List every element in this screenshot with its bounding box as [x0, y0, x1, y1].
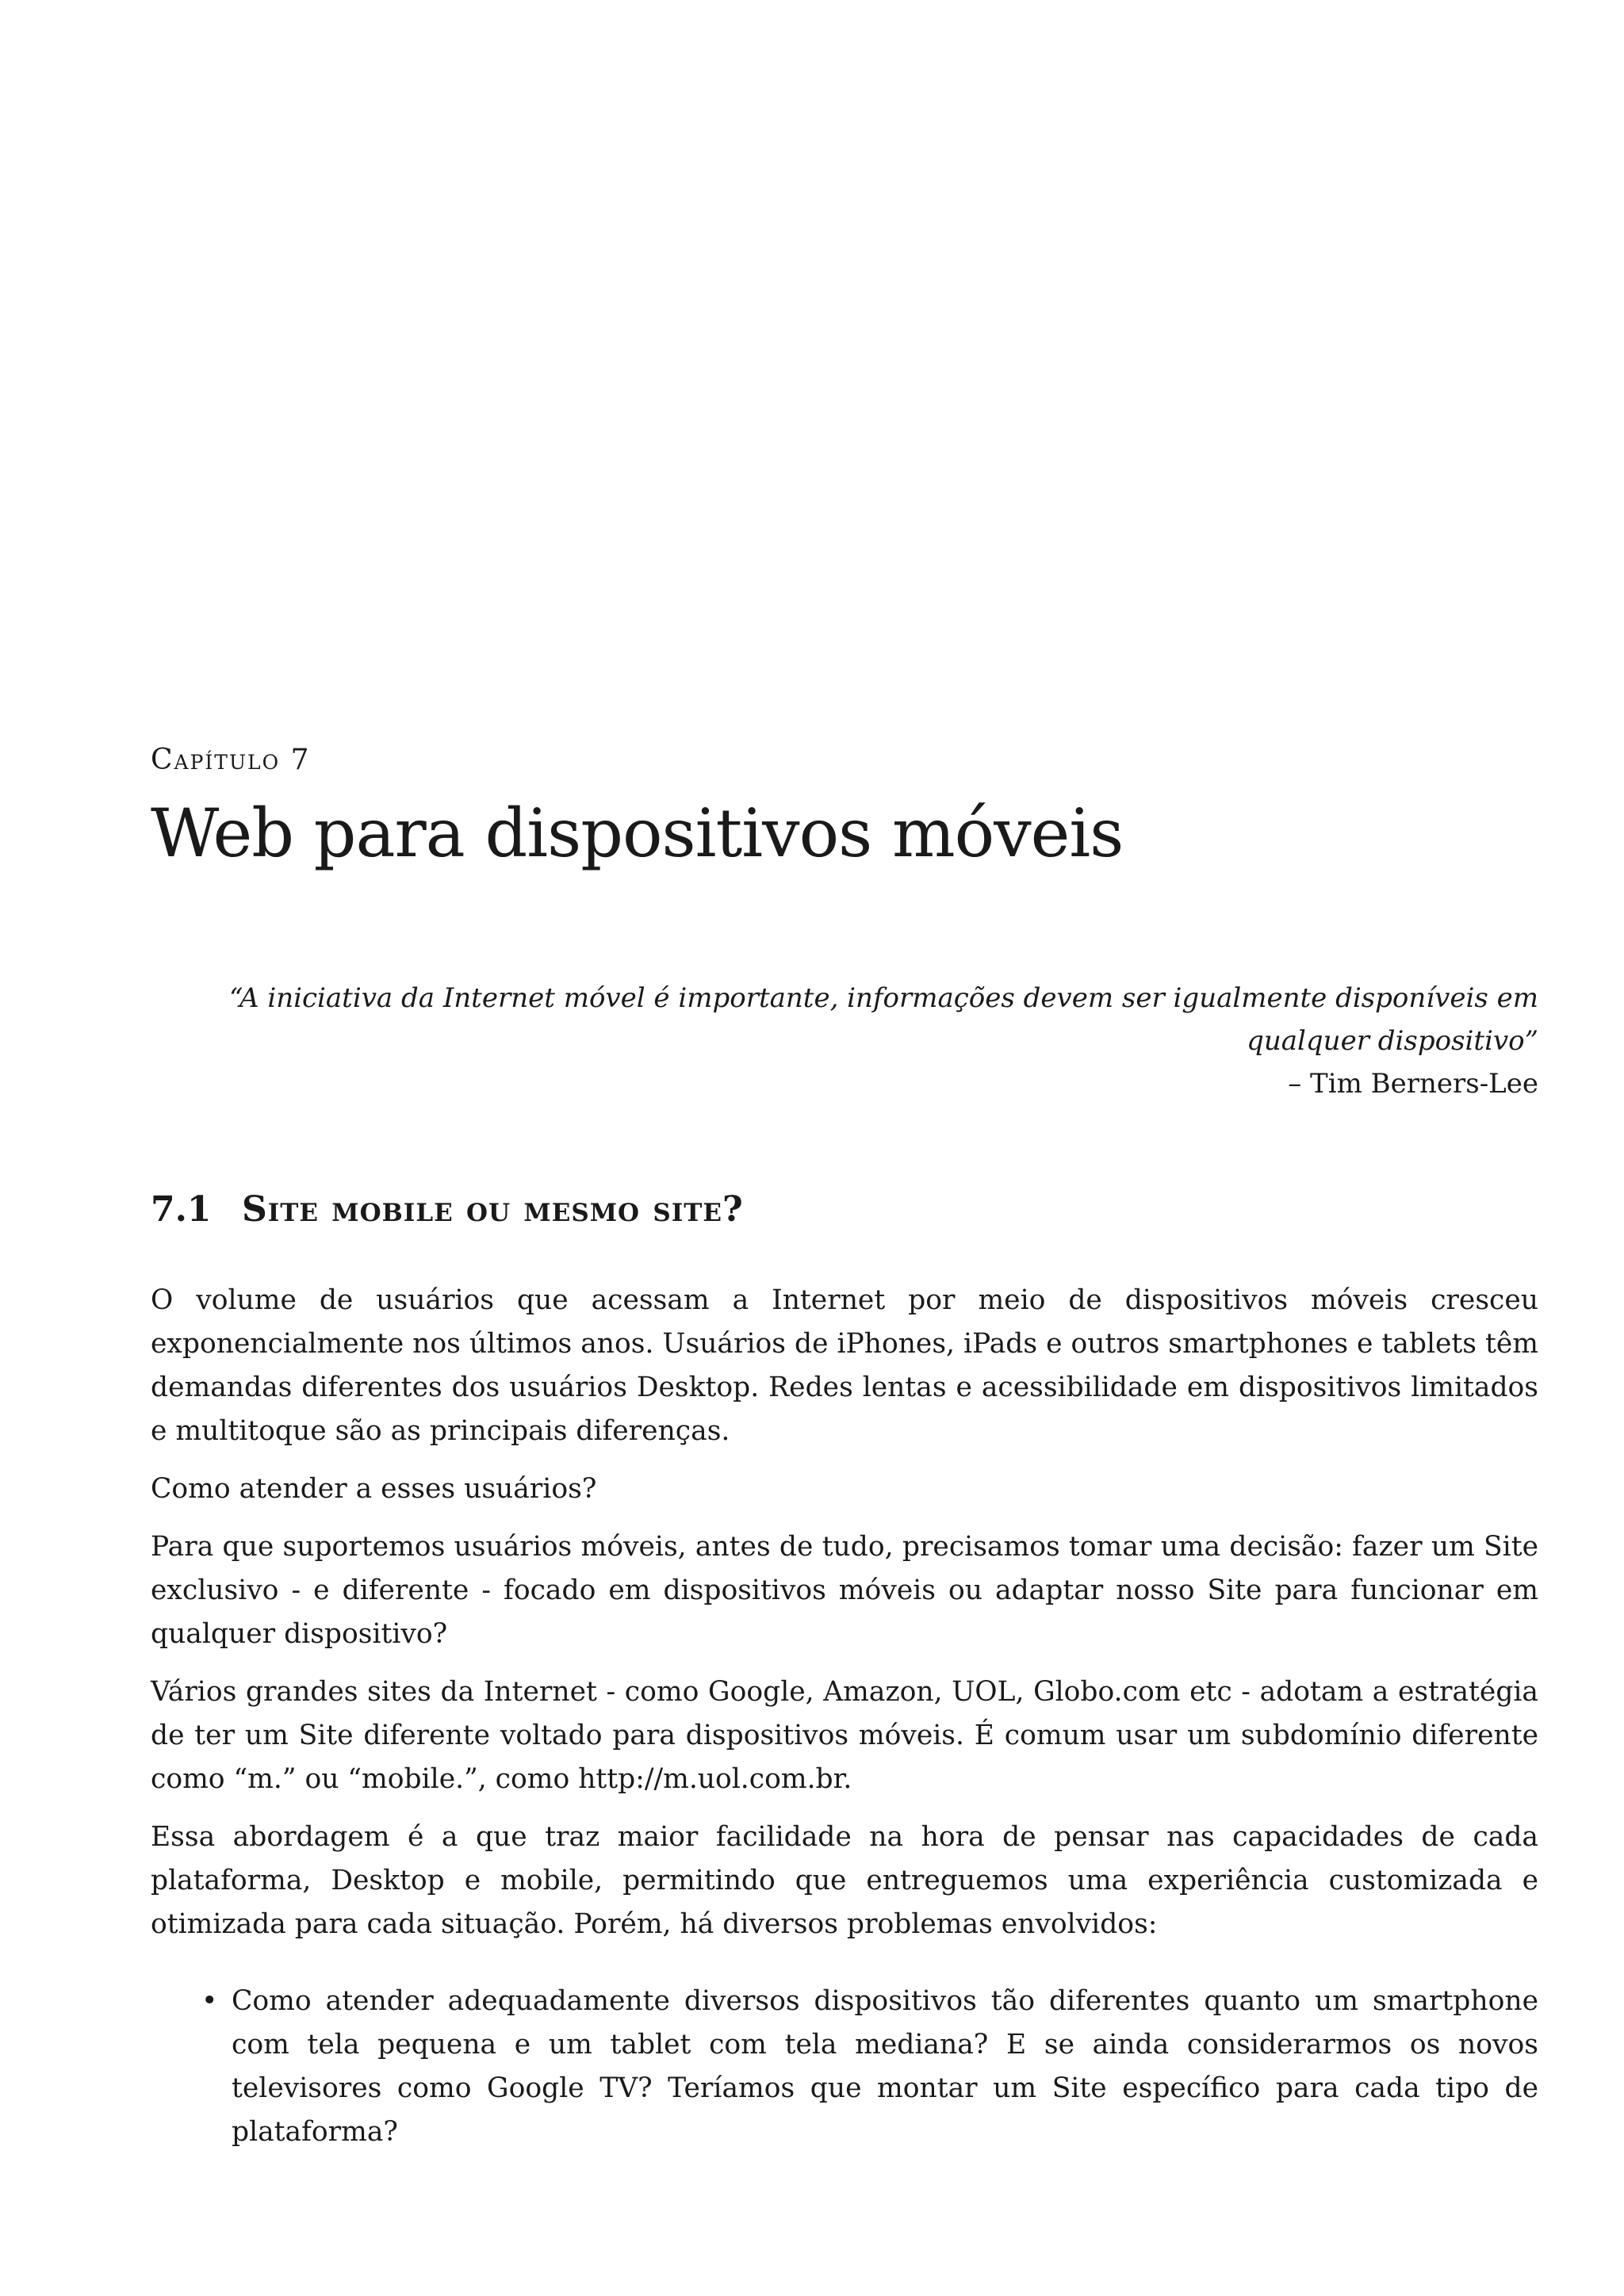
paragraph: O volume de usuários que acessam a Internet por meio de dispositivos móveis cresceu exponencialmente nos últimos anos. Usuários de iPhones, iPads e outros smartphones e tablets têm demandas diferentes dos usuários Desktop. Redes lentas e acessibilidade em dispositivos limitados e multitoque são as principais diferenças. [151, 1284, 1538, 1447]
document-page [151, 0, 1538, 2296]
epigraph-author: – Tim Berners-Lee [1288, 1068, 1538, 1100]
list-item-text: Como atender adequadamente diversos dispositivos tão diferentes quanto um smartphone com tela pequena e um tablet com tela mediana? E se ainda considerarmos os novos televisores como Google TV? Teríamos que montar um Site específico para cada tipo de plataforma? [232, 1985, 1538, 2148]
paragraph: Para que suportemos usuários móveis, antes de tudo, precisamos tomar uma decisão: fazer um Site exclusivo - e diferente - focado em dispositivos móveis ou adaptar nosso Site para funcionar em qualquer dispositivo? [151, 1531, 1538, 1650]
bullet-icon: • [201, 1985, 218, 2017]
section-title: Site mobile ou mesmo site? [242, 1189, 744, 1230]
list-item [201, 1980, 1538, 2154]
epigraph [218, 977, 1538, 1105]
paragraph: Essa abordagem é a que traz maior facilidade na hora de pensar nas capacidades de cada plataforma, Desktop e mobile, permitindo que entreguemos uma experiência customizada e otimizada para cada situação. Porém, há diversos problemas envolvidos: [151, 1821, 1538, 1940]
paragraph: Como atender a esses usuários? [151, 1473, 597, 1505]
paragraph: Vários grandes sites da Internet - como Google, Amazon, UOL, Globo.com etc - adotam a estratégia de ter um Site diferente voltado para dispositivos móveis. É comum usar um subdomínio diferente como “m.” ou “mobile.”, como http://m.uol.com.br. [151, 1676, 1538, 1795]
chapter-label: Capítulo 7 [151, 744, 311, 776]
body-text [151, 1279, 1538, 2154]
epigraph-quote: “A iniciativa da Internet móvel é importante, informações devem ser igualmente disponíveis em qualquer dispositivo” [228, 982, 1538, 1057]
section-heading [151, 1189, 744, 1230]
section-number: 7.1 [151, 1189, 212, 1230]
chapter-title: Web para dispositivos móveis [151, 794, 1124, 872]
bullet-list [151, 1980, 1538, 2154]
